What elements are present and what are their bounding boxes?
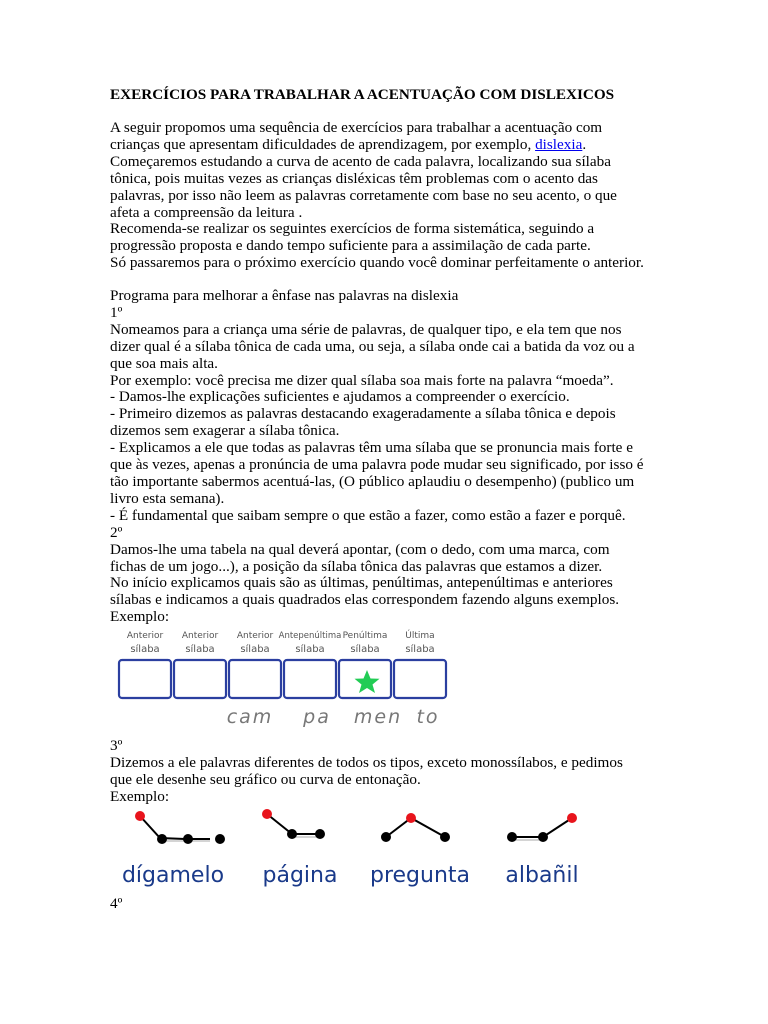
text-span: . [582, 135, 587, 153]
stressed-syllable-dot [262, 809, 272, 819]
text-line: - Explicamos a ele que todas as palavras têm uma sílaba que se pronuncia mais forte e [110, 439, 633, 457]
syllable-dot [381, 832, 391, 842]
section-heading: Programa para melhorar a ênfase nas palavras na dislexia [110, 287, 459, 304]
column-header-bottom: sílaba [185, 644, 215, 655]
text-line: - É fundamental que saibam sempre o que estão a fazer, como estão a fazer e porquê. [110, 506, 626, 524]
step-number: 1º [110, 303, 123, 321]
text-line: livro esta semana). [110, 489, 225, 507]
column-header-top: Anterior [181, 631, 219, 641]
column-header-top: Anterior [236, 631, 274, 641]
syllable-dot [183, 834, 193, 844]
section-3 [110, 738, 670, 806]
syllable-dot [287, 829, 297, 839]
example-word: página [262, 863, 338, 888]
syllable-label: to [416, 706, 440, 728]
text-line: tão importante sabermos acentuá-las, (O público aplaudiu o desempenho) (publico um [110, 472, 635, 490]
document-title: EXERCÍCIOS PARA TRABALHAR A ACENTUAÇÃO COM DISLEXICOS [110, 86, 615, 103]
text-line: fichas de um jogo...), a posição da sílaba tônica das palavras que estamos a dizer. [110, 557, 603, 575]
intonation-curves-figure [110, 806, 590, 892]
text-line: dizemos sem exagerar a sílaba tônica. [110, 422, 340, 440]
curve-albanil [507, 813, 577, 842]
text-line: Por exemplo: você precisa me dizer qual sílaba soa mais forte na palavra “moeda”. [110, 371, 614, 389]
column-header-bottom: sílaba [405, 644, 435, 655]
text-line: que ele desenhe seu gráfico ou curva de entonação. [110, 770, 421, 788]
section-4 [110, 896, 670, 913]
syllable-dot [538, 832, 548, 842]
dislexia-link[interactable]: dislexia [535, 135, 583, 153]
program-section [110, 288, 670, 626]
text-line: - Damos-lhe explicações suficientes e ajudamos a compreender o exercício. [110, 388, 570, 406]
text-line: sílabas e indicamos a quais quadrados elas correspondem fazendo alguns exemplos. [110, 591, 620, 609]
text-line: que soa mais alta. [110, 354, 218, 372]
syllable-dot [440, 832, 450, 842]
column-header-bottom: sílaba [350, 644, 380, 655]
step-number: 3º [110, 737, 123, 754]
text-line: Nomeamos para a criança uma série de palavras, de qualquer tipo, e ela tem que nos [110, 320, 622, 338]
text-line: A seguir propomos uma sequência de exercícios para trabalhar a acentuação com [110, 119, 603, 136]
curve-pagina [262, 809, 325, 839]
syllable-box [119, 660, 171, 698]
text-span: crianças que apresentam dificuldades de aprendizagem, por exemplo, [110, 135, 536, 153]
text-line: No início explicamos quais são as últimas, penúltimas, antepenúltimas e anteriores [110, 574, 613, 592]
column-header-bottom: sílaba [130, 644, 160, 655]
step-number: 4º [110, 895, 123, 912]
curve-line [140, 816, 210, 839]
text-line: - Primeiro dizemos as palavras destacando exageradamente a sílaba tônica e depois [110, 405, 616, 423]
intro-paragraph [110, 120, 670, 272]
text-line [110, 137, 670, 154]
syllable-dot [507, 832, 517, 842]
example-word: pregunta [369, 863, 471, 888]
column-header-top: Antepenúltima [278, 631, 342, 641]
curve-pregunta [381, 813, 450, 842]
stressed-syllable-dot [567, 813, 577, 823]
syllable-label: men [353, 706, 403, 728]
text-line: Recomenda-se realizar os seguintes exercícios de forma sistemática, seguindo a [110, 220, 595, 238]
syllable-dot [315, 829, 325, 839]
syllable-box [229, 660, 281, 698]
curve-digamelo [135, 811, 225, 844]
text-line: Exemplo: [110, 787, 170, 805]
text-line: que às vezes, apenas a pronúncia de uma palavra pode mudar seu significado, por isso é [110, 456, 644, 474]
column-header-top: Penúltima [342, 631, 388, 641]
text-line: Exemplo: [110, 608, 170, 626]
text-line: dizer qual é a sílaba tônica de cada uma, ou seja, a sílaba onde cai a batida da voz ou a [110, 337, 635, 355]
text-line: palavras, por isso não leem as palavras corretamente com base no seu acento, o que [110, 186, 617, 204]
text-line: Dizemos a ele palavras diferentes de todos os tipos, exceto monossílabos, e pedimos [110, 753, 623, 771]
text-line: Começaremos estudando a curva de acento de cada palavra, localizando sua sílaba [110, 152, 611, 170]
example-word: albañil [505, 863, 579, 888]
column-header-top: Anterior [126, 631, 164, 641]
text-line: afeta a compreensão da leitura . [110, 203, 303, 221]
stressed-syllable-dot [135, 811, 145, 821]
syllable-position-figure [110, 626, 460, 734]
text-line: Damos-lhe uma tabela na qual deverá apontar, (com o dedo, com uma marca, com [110, 540, 610, 558]
syllable-label: cam [226, 706, 274, 728]
stressed-syllable-dot [406, 813, 416, 823]
text-line: tônica, pois muitas vezes as crianças disléxicas têm problemas com o acento das [110, 169, 598, 187]
text-line: Só passaremos para o próximo exercício quando você dominar perfeitamente o anterior. [110, 254, 644, 272]
example-word: dígamelo [121, 863, 225, 888]
column-header-bottom: sílaba [240, 644, 270, 655]
column-header-top: Última [405, 631, 435, 641]
syllable-label: pa [303, 706, 331, 728]
text-line: progressão proposta e dando tempo suficiente para a assimilação de cada parte. [110, 237, 591, 255]
syllable-box [174, 660, 226, 698]
syllable-box [284, 660, 336, 698]
syllable-dot [215, 834, 225, 844]
step-number: 2º [110, 523, 123, 541]
syllable-dot [157, 834, 167, 844]
column-header-bottom: sílaba [295, 644, 325, 655]
syllable-box [394, 660, 446, 698]
